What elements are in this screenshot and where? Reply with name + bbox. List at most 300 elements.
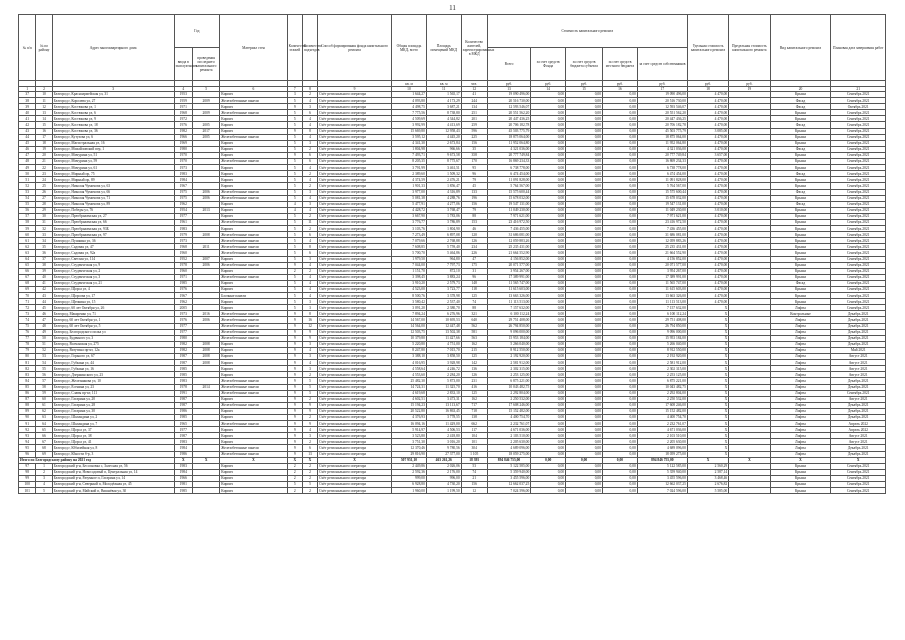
table-cell: 872,10	[426, 268, 461, 274]
table-cell: 0,00	[603, 335, 638, 341]
table-cell: 1 804,90	[426, 226, 461, 232]
table-cell: 3 523,80	[392, 433, 427, 439]
table-cell: 1977	[174, 427, 192, 433]
table-cell: 0,00	[531, 195, 566, 201]
table-cell: 29	[36, 207, 52, 213]
table-cell: 0,00	[531, 402, 566, 408]
table-cell: 84	[19, 378, 36, 384]
table-cell: 0,00	[531, 110, 566, 116]
table-cell: 4 553,60	[392, 372, 427, 378]
table-cell: 11 091 828,00	[487, 177, 531, 183]
table-cell: Кирпич	[220, 475, 287, 481]
table-cell: 2 581 912,00	[637, 360, 687, 366]
table-cell: 4 470,00	[687, 92, 728, 98]
table-cell: 125	[461, 293, 487, 299]
table-cell: Белгород, Буденного ул, 3	[52, 335, 174, 341]
unit-cell: руб.	[637, 81, 687, 87]
table-cell: Сентябрь 2021	[831, 110, 886, 116]
table-cell: Сентябрь 2021	[831, 226, 886, 232]
table-cell: Счёт регионального оператора	[318, 311, 392, 317]
table-cell: Блочные панели	[220, 293, 287, 299]
table-cell: Белгород г, Преображенская ул, 93Б	[52, 226, 174, 232]
table-cell: 4	[302, 195, 317, 201]
table-cell: 1 509,32	[426, 171, 461, 177]
table-cell: 0,00	[531, 238, 566, 244]
table-cell: 0,00	[603, 116, 638, 122]
table-cell: 2 103 510,00	[487, 433, 531, 439]
table-cell: 0,00	[531, 207, 566, 213]
table-cell: 1985	[174, 414, 192, 420]
table-cell: 23	[36, 171, 52, 177]
table-cell: Железобетонные панели	[220, 250, 287, 256]
table-cell: 5	[287, 232, 302, 238]
table-cell: 8	[302, 128, 317, 134]
table-cell: 8	[302, 244, 317, 250]
table-cell: 0,00	[603, 110, 638, 116]
table-cell: 8 738,80	[426, 110, 461, 116]
table-cell: 0,00	[603, 378, 638, 384]
col-total-area: Общая площадь МКД, всего	[392, 15, 427, 81]
table-cell: Лифты	[770, 427, 831, 433]
table-cell: 0,00	[566, 488, 603, 494]
table-cell: 11 091 828,00	[637, 177, 687, 183]
table-cell: Фасад	[770, 104, 831, 110]
table-cell: 156	[461, 201, 487, 207]
table-cell: 0,00	[531, 305, 566, 311]
table-cell: Сентябрь 2021	[831, 232, 886, 238]
table-cell: 5 764 567,00	[487, 183, 531, 189]
col-year-group: Год	[174, 15, 220, 48]
table-cell: 14 564,00	[392, 323, 427, 329]
table-cell: 10 043 482,75	[637, 384, 687, 390]
table-cell: 162	[461, 341, 487, 347]
table-cell: Счёт регионального оператора	[318, 280, 392, 286]
table-cell: 8	[302, 311, 317, 317]
table-cell: 4	[302, 134, 317, 140]
table-cell: Железобетонные панели	[220, 335, 287, 341]
table-cell: 2 676,82	[687, 482, 728, 488]
table-cell: Лифты	[770, 360, 831, 366]
table-cell: 5	[302, 390, 317, 396]
table-cell: Белгород г, Николая Чумичова ул, 66	[52, 189, 174, 195]
table-cell: 1970	[174, 152, 192, 158]
table-cell: Железобетонные панели	[220, 134, 287, 140]
table-cell: Кирпич	[220, 116, 287, 122]
table-cell: 16 863,45	[426, 408, 461, 414]
column-number-cell: 6	[220, 87, 287, 92]
table-cell: Счёт регионального оператора	[318, 378, 392, 384]
table-cell: 156	[461, 140, 487, 146]
table-cell: 1977	[174, 213, 192, 219]
repair-program-table	[18, 14, 886, 494]
table-cell: 79	[461, 207, 487, 213]
table-cell: 4 173,29	[426, 98, 461, 104]
table-cell: Крыша	[770, 482, 831, 488]
table-cell: 0,00	[531, 183, 566, 189]
table-cell: 0,00	[531, 427, 566, 433]
table-cell: Счёт регионального оператора	[318, 372, 392, 378]
table-cell: 1968	[174, 110, 192, 116]
table-cell: 0,00	[566, 207, 603, 213]
table-cell: 74	[19, 317, 36, 323]
table-cell: 2 476,21	[426, 177, 461, 183]
table-cell: Крыша	[770, 274, 831, 280]
table-cell: 5	[287, 256, 302, 262]
table-cell: 4 470,00	[687, 165, 728, 171]
table-cell: Белгород г, Мирный пр, 75	[52, 171, 174, 177]
table-cell: Счёт регионального оператора	[318, 463, 392, 469]
table-cell: 3 473,31	[426, 396, 461, 402]
table-cell: 1979	[174, 232, 192, 238]
table-cell: 6	[302, 110, 317, 116]
column-number-cell: 18	[687, 87, 728, 92]
table-cell: 9	[287, 347, 302, 353]
table-cell: 9	[287, 390, 302, 396]
column-number-cell: 16	[603, 87, 638, 92]
table-cell: Белгород г, Горького ул, 67	[52, 354, 174, 360]
table-cell: Белгород г, Славы пр-кт, 111	[52, 390, 174, 396]
table-cell: 3	[302, 256, 317, 262]
total-cell: X	[220, 457, 287, 463]
table-cell: 0,00	[531, 152, 566, 158]
table-cell: 0,00	[603, 384, 638, 390]
table-cell: 126	[461, 372, 487, 378]
table-cell: 126	[461, 238, 487, 244]
table-cell: 0,00	[603, 256, 638, 262]
table-cell: X	[687, 366, 728, 372]
table-cell: 20	[36, 152, 52, 158]
table-cell: 1986	[174, 408, 192, 414]
table-cell: 0,00	[531, 414, 566, 420]
table-cell: Октябрь 2021	[831, 104, 886, 110]
table-cell: 3 928,98	[426, 360, 461, 366]
table-cell: Белгород г, Преображенская ул, 27	[52, 213, 174, 219]
table-cell: 6 897,08	[426, 232, 461, 238]
table-cell: Крыша	[770, 262, 831, 268]
table-cell: 1985	[174, 488, 192, 494]
table-cell: 2 192 920,00	[637, 354, 687, 360]
table-cell: 0,00	[566, 439, 603, 445]
table-cell: Лифты	[770, 317, 831, 323]
column-number-cell: 3	[52, 87, 174, 92]
table-cell: 5	[287, 171, 302, 177]
table-cell: Лифты	[770, 305, 831, 311]
table-cell: 0,00	[566, 250, 603, 256]
table-cell: 125	[461, 390, 487, 396]
total-cell: X	[729, 457, 770, 463]
col-floors: Количество этажей	[287, 15, 302, 81]
table-cell: 0,00	[531, 134, 566, 140]
table-cell: 93	[19, 433, 36, 439]
table-cell: 2007	[193, 256, 220, 262]
table-cell: 4 374,59	[392, 177, 427, 183]
table-cell: 2	[302, 171, 317, 177]
table-cell: 48	[36, 323, 52, 329]
column-number-cell: 13	[487, 87, 531, 92]
table-cell: 5 266 040,00	[637, 341, 687, 347]
table-cell: 0,00	[531, 189, 566, 195]
table-cell: Крыша	[770, 177, 831, 183]
table-cell: Белгород г, Щепкина ул, 15	[52, 299, 174, 305]
table-cell: 2 253 125,00	[487, 372, 531, 378]
table-cell: 0,00	[531, 92, 566, 98]
table-cell: 27	[36, 195, 52, 201]
table-cell: 29 751 408,00	[487, 317, 531, 323]
table-cell: Сентябрь 2021	[831, 305, 886, 311]
table-cell: 5 359 940,00	[637, 469, 687, 475]
table-cell: 0,00	[603, 414, 638, 420]
table-cell: Железобетонные панели	[220, 378, 287, 384]
table-cell: 133	[461, 189, 487, 195]
table-cell: 0,00	[531, 274, 566, 280]
table-cell: 0,00	[603, 134, 638, 140]
table-cell: 0,00	[566, 317, 603, 323]
table-cell: Сентябрь 2021	[831, 293, 886, 299]
table-cell: Крыша	[770, 219, 831, 225]
table-cell: 0,00	[566, 311, 603, 317]
table-cell: Крыша	[770, 256, 831, 262]
table-cell: 0,00	[566, 360, 603, 366]
table-cell: 0,00	[603, 482, 638, 488]
table-cell: 26 794 850,00	[637, 323, 687, 329]
table-cell: 0,00	[531, 463, 566, 469]
table-cell: 1985	[174, 366, 192, 372]
table-cell: 2	[287, 488, 302, 494]
table-cell: 16 869 234,33	[637, 159, 687, 165]
table-cell: 90	[19, 414, 36, 420]
table-cell: Кирпич	[220, 207, 287, 213]
table-cell: 251	[461, 110, 487, 116]
table-cell: Фасад	[770, 280, 831, 286]
table-cell: 55	[36, 366, 52, 372]
table-cell: 0,00	[603, 305, 638, 311]
table-cell: 0,00	[603, 213, 638, 219]
table-cell: 0,00	[603, 445, 638, 451]
table-cell: 225	[461, 134, 487, 140]
table-cell: 9	[302, 408, 317, 414]
table-cell: 5	[302, 482, 317, 488]
table-cell: 9	[287, 396, 302, 402]
table-cell: 0,00	[566, 98, 603, 104]
table-cell: Счёт регионального оператора	[318, 262, 392, 268]
total-cell: X	[318, 457, 392, 463]
table-cell: 104	[461, 433, 487, 439]
table-cell: Белгород, Белгородского полка ул	[52, 329, 174, 335]
table-cell: 9	[287, 128, 302, 134]
table-cell: Крыша	[770, 475, 831, 481]
table-cell: 2 537,40	[426, 299, 461, 305]
table-cell: Кирпич	[220, 299, 287, 305]
table-cell: 71	[19, 299, 36, 305]
table-cell: 9	[287, 408, 302, 414]
table-cell: 717	[461, 402, 487, 408]
table-cell: X	[687, 311, 728, 317]
col-cost-total: Всего	[487, 48, 531, 81]
table-cell: 5 759,40	[426, 244, 461, 250]
table-cell: 0,00	[531, 244, 566, 250]
table-cell: 4 470,00	[687, 256, 728, 262]
table-cell: 20 777 749,84	[637, 152, 687, 158]
table-cell: 11	[36, 98, 52, 104]
table-cell: 5	[287, 122, 302, 128]
table-cell: Счёт регионального оператора	[318, 189, 392, 195]
table-cell: X	[687, 408, 728, 414]
table-cell: 3 954 267,00	[637, 268, 687, 274]
table-cell: 1991	[174, 390, 192, 396]
table-cell: 12 503,75	[392, 329, 427, 335]
table-cell: 2	[302, 439, 317, 445]
table-cell: 0,00	[566, 366, 603, 372]
col-num: № п/п	[19, 15, 36, 81]
table-cell: 4 470,00	[687, 171, 728, 177]
table-cell: 16 094,16	[392, 421, 427, 427]
table-cell: 3	[302, 189, 317, 195]
table-cell: 2	[302, 92, 317, 98]
table-cell: 1960	[174, 268, 192, 274]
table-cell: 44	[19, 134, 36, 140]
table-cell: 79	[19, 347, 36, 353]
table-cell: 0,00	[603, 201, 638, 207]
table-cell: 0,00	[566, 274, 603, 280]
column-number-cell: 21	[831, 87, 886, 92]
table-cell: 12 059 883,26	[637, 238, 687, 244]
table-cell: X	[687, 378, 728, 384]
table-cell: 244	[461, 98, 487, 104]
table-cell: Сентябрь 2021	[831, 256, 886, 262]
table-cell: 1 151,70	[392, 268, 427, 274]
table-cell: 19 090 496,00	[637, 92, 687, 98]
table-cell: Счёт регионального оператора	[318, 213, 392, 219]
table-cell	[193, 488, 220, 494]
table-cell: Кирпич	[220, 268, 287, 274]
table-cell: 0,00	[566, 116, 603, 122]
table-cell: 0,00	[566, 177, 603, 183]
table-cell: 0,00	[531, 354, 566, 360]
table-cell: 14 567,00	[392, 317, 427, 323]
table-cell: 3 954 267,00	[487, 268, 531, 274]
table-cell: 9 096 000,00	[487, 329, 531, 335]
table-cell: 4	[302, 122, 317, 128]
table-cell: 4 689 096,00	[637, 445, 687, 451]
table-cell: Лифты	[770, 396, 831, 402]
table-cell: Белгород г, Пушкина ул, 36	[52, 238, 174, 244]
table-cell: 2017	[193, 128, 220, 134]
table-cell: Лифты	[770, 451, 831, 457]
table-cell: Кирпич	[220, 347, 287, 353]
table-cell: 0,00	[531, 396, 566, 402]
table-cell: Сентябрь 2021	[831, 482, 886, 488]
table-cell: 15 575 600,44	[637, 189, 687, 195]
table-cell: 4	[287, 201, 302, 207]
table-cell: 0,00	[566, 287, 603, 293]
table-cell: Лифты	[770, 372, 831, 378]
table-cell: X	[687, 341, 728, 347]
table-cell: 25	[36, 183, 52, 189]
table-cell: 10 043 482,75	[487, 384, 531, 390]
table-cell: Белгород г, Гагарина ул, 20	[52, 396, 174, 402]
table-cell: Кирпич	[220, 372, 287, 378]
table-cell: Сентябрь 2021	[831, 116, 886, 122]
table-cell: 1966	[174, 134, 192, 140]
table-cell: 7 436 455,00	[637, 226, 687, 232]
table-cell: 49	[19, 165, 36, 171]
table-cell: 162	[461, 396, 487, 402]
table-cell: 0,00	[531, 347, 566, 353]
column-number-cell: 5	[193, 87, 220, 92]
table-cell: Белгород г, Николая Чумичова ул, 89	[52, 201, 174, 207]
table-cell: 94	[19, 439, 36, 445]
table-cell: 1 960,00	[392, 488, 427, 494]
table-cell: Кирпич	[220, 213, 287, 219]
table-cell: 0,00	[566, 378, 603, 384]
table-cell: 14 724,31	[392, 384, 427, 390]
table-cell: 60	[36, 396, 52, 402]
table-cell: Счёт регионального оператора	[318, 140, 392, 146]
table-cell: Лифты	[770, 433, 831, 439]
table-cell: Белгород г, Костюкова ул, 1	[52, 104, 174, 110]
table-cell: Крыша	[770, 152, 831, 158]
table-cell: Счёт регионального оператора	[318, 421, 392, 427]
table-cell: 55	[19, 201, 36, 207]
table-cell: 4 730,20	[426, 482, 461, 488]
table-cell: 7 157 632,00	[637, 305, 687, 311]
table-cell: 5	[302, 378, 317, 384]
table-cell: Лифты	[770, 341, 831, 347]
table-cell: 20 522,80	[392, 408, 427, 414]
table-cell: Август 2021	[831, 354, 886, 360]
table-cell: 4	[302, 427, 317, 433]
table-cell: 9	[302, 402, 317, 408]
col-address: Адрес многоквартирного дома	[52, 15, 174, 81]
table-cell: 2	[302, 213, 317, 219]
table-cell: 1987	[174, 402, 192, 408]
table-cell: 2 560,29	[687, 463, 728, 469]
table-cell: Счёт регионального оператора	[318, 177, 392, 183]
table-cell: X	[687, 445, 728, 451]
table-cell: Счёт регионального оператора	[318, 134, 392, 140]
table-cell: 21	[36, 159, 52, 165]
table-cell: Железобетонные панели	[220, 189, 287, 195]
table-cell: 4 470,00	[687, 274, 728, 280]
table-cell: Лифты	[770, 335, 831, 341]
table-cell: Счёт регионального оператора	[318, 335, 392, 341]
table-cell: 9	[287, 360, 302, 366]
table-cell: 5 122 585,00	[637, 463, 687, 469]
table-cell: Счёт регионального оператора	[318, 159, 392, 165]
table-cell: 0,00	[603, 122, 638, 128]
table-cell: 3 883,24	[426, 274, 461, 280]
table-cell: 48	[19, 159, 36, 165]
total-cell: 894 846 755,00	[637, 457, 687, 463]
column-number-cell: 8	[302, 87, 317, 92]
table-cell: Белгород г, Королева ул, 27	[52, 98, 174, 104]
table-cell: 41	[461, 92, 487, 98]
table-cell: 35	[461, 146, 487, 152]
table-cell: 1 199,50	[426, 488, 461, 494]
table-cell: 92	[19, 427, 36, 433]
table-cell: Сентябрь 2021	[831, 244, 886, 250]
table-cell: 7 157 632,00	[487, 305, 531, 311]
table-cell: 4 470,00	[687, 287, 728, 293]
table-cell: 0,00	[603, 421, 638, 427]
table-cell: 0,00	[531, 165, 566, 171]
table-cell: 22	[36, 165, 52, 171]
table-cell: Фасад	[770, 122, 831, 128]
table-cell: 11 952 064,80	[487, 140, 531, 146]
table-cell: 0,00	[531, 287, 566, 293]
total-cell: 463 261,26	[426, 457, 461, 463]
table-cell: Железобетонные панели	[220, 390, 287, 396]
